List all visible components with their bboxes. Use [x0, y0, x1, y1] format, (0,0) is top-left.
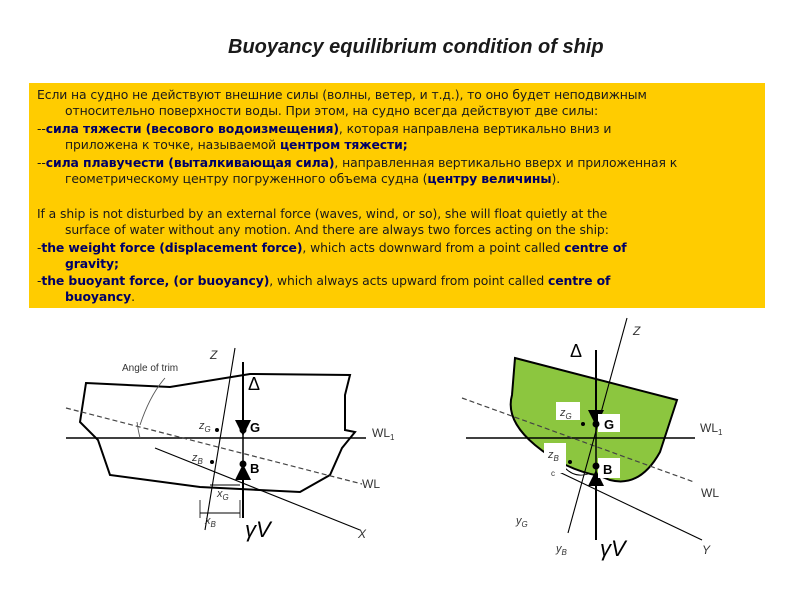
left-zb-label: $z_B$	[192, 452, 203, 466]
left-zg-dot	[215, 428, 219, 432]
left-delta-label: Δ	[248, 374, 261, 394]
en-p2-text: , which acts downward from a point called	[302, 240, 565, 255]
left-wl-label: WL	[362, 477, 380, 491]
right-zb-dot	[568, 460, 572, 464]
right-delta-label: Δ	[570, 341, 583, 361]
left-b-point	[240, 461, 247, 468]
ru-p3-prefix: --	[37, 155, 46, 170]
ru-centre-gravity-term: центром тяжести;	[279, 137, 408, 152]
right-diagram	[462, 318, 723, 561]
right-yb-label: $y_B$	[556, 543, 567, 557]
ru-centre-buoyancy-term: центру величины	[427, 171, 552, 186]
right-wl1-label: $WL_1$	[700, 421, 723, 437]
ru-p2-line2: приложена к точке, называемой	[65, 137, 280, 152]
ru-p3-line2b: ).	[551, 171, 561, 186]
ru-weight-force-term: сила тяжести (весового водоизмещения)	[45, 121, 339, 136]
left-b-label: B	[250, 461, 260, 476]
left-angle-arc	[137, 422, 140, 438]
left-zb-dot	[210, 460, 214, 464]
left-xb-label: $x_B$	[205, 515, 216, 529]
en-centre-of-term: centre of	[564, 240, 627, 255]
left-diagram	[66, 348, 395, 542]
right-c-label: c	[551, 469, 555, 478]
en-buoyancy-term: buoyancy	[65, 289, 132, 304]
left-g-label: G	[250, 420, 261, 435]
en-gravity-term: gravity;	[65, 256, 119, 271]
right-yg-label: $y_G$	[516, 515, 528, 529]
left-xg-label: $x_G$	[217, 488, 229, 502]
en-p1-line2: surface of water without any motion. And there are always two forces acting on the ship:	[65, 222, 609, 237]
left-x-label: X	[358, 527, 367, 541]
left-z-label: Z	[210, 348, 218, 362]
right-g-point	[593, 421, 600, 428]
ru-p2-text: , которая направлена вертикально вниз и	[338, 121, 612, 136]
en-p3-text: , which always acts upward from point called	[269, 273, 548, 288]
ru-p1-line2: относительно поверхности воды. При этом, на судно всегда действуют две силы:	[65, 103, 599, 118]
right-zg-label: $z_G$	[560, 407, 572, 421]
right-y-label: Y	[702, 543, 711, 557]
ru-buoyancy-term: сила плавучести (выталкивающая сила)	[45, 155, 335, 170]
left-zg-label: $z_G$	[199, 420, 211, 434]
en-p3-prefix: -	[37, 273, 42, 288]
right-zg-dot	[581, 422, 585, 426]
right-hull	[511, 358, 677, 481]
right-g-label: G	[604, 417, 615, 432]
ru-p3-text: , направленная вертикально вверх и приложенная к	[334, 155, 678, 170]
ru-p2-prefix: --	[37, 121, 46, 136]
right-zb-label: $z_B$	[548, 449, 559, 463]
en-p1-line1: If a ship is not disturbed by an external force (waves, wind, or so), she will float quietly at the	[37, 206, 608, 221]
en-centre-of-b-term: centre of	[547, 273, 611, 288]
right-z-label: Z	[633, 324, 641, 338]
left-hull-outline	[80, 374, 355, 492]
left-gammav-label: γV	[245, 517, 271, 542]
right-b-point	[593, 463, 600, 470]
en-buoyant-force-term: the buoyant force, (or buoyancy)	[41, 273, 270, 288]
right-gammav-label: γV	[600, 536, 626, 561]
en-p3-end: .	[131, 289, 135, 304]
left-wl1-label: $WL_1$	[372, 426, 395, 442]
en-p2-prefix: -	[37, 240, 42, 255]
right-wl-label: WL	[701, 486, 719, 500]
slide-title: Buoyancy equilibrium condition of ship	[228, 36, 604, 58]
left-angle-label: Angle of trim	[122, 363, 179, 374]
right-b-label: B	[603, 462, 613, 477]
ru-p1-line1: Если на судно не действуют внешние силы (волны, ветер, и т.д.), то оно будет неподвижным	[37, 87, 647, 102]
left-z-axis	[205, 348, 235, 530]
en-weight-force-term: the weight force (displacement force)	[41, 240, 303, 255]
ru-p3-line2a: геометрическому центру погруженного объема судна (	[65, 171, 428, 186]
left-g-point	[240, 427, 247, 434]
